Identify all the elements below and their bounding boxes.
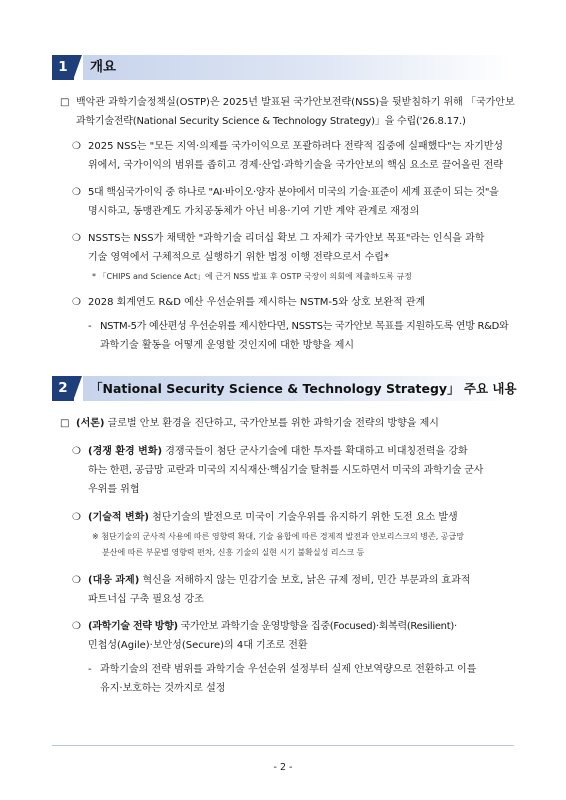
list-item: (과학기술 전략 방향) 국가안보 과학기술 운영방향을 집중(Focused)·회복력(Resilient)· (88, 621, 457, 632)
reference-note-cont: 분산에 따른 부문별 영향력 편차, 신흥 기술의 실현 시기 불확실성 리스크 등 (102, 548, 365, 557)
section-number: 1 (52, 55, 74, 80)
circle-bullet: ❍ (72, 233, 81, 244)
section-title: 「National Security Science & Technology Strategy」 주요 내용 (90, 381, 517, 396)
page-number: - 2 - (273, 762, 293, 773)
list-item: 2028 회계연도 R&D 예산 우선순위를 제시하는 NSTM-5와 상호 보완적 관계 (88, 297, 426, 308)
section-number: 2 (52, 376, 74, 401)
circle-bullet: ❍ (72, 575, 81, 586)
dash-item-text: NSTM-5가 예산편성 우선순위를 제시한다면, NSSTS는 국가안보 목표를 지원하도록 연방 R&D와 (100, 321, 509, 332)
square-bullet: □ (60, 418, 70, 429)
list-item-cont: 위에서, 국가이익의 범위를 좁히고 경제·산업·과학기술을 국가안보의 핵심 요소로 끌어올린 전략 (88, 160, 503, 171)
item-heading: (과학기술 전략 방향) (88, 621, 178, 632)
list-item: (대응 과제) 혁신을 저해하지 않는 민감기술 보호, 낡은 규제 정비, 민간 부문과의 효과적 (88, 575, 471, 586)
square-bullet: □ (60, 97, 70, 108)
list-item-cont: 기술 영역에서 구체적으로 실행하기 위한 법정 이행 전략으로서 수립* (88, 252, 389, 263)
circle-bullet: ❍ (72, 141, 81, 152)
paragraph: (서론) 글로벌 안보 환경을 진단하고, 국가안보를 위한 과학기술 전략의 방향을 제시 (76, 418, 439, 429)
paragraph: 백악관 과학기술정책실(OSTP)은 2025년 발표된 국가안보전략(NSS)을 뒷받침하기 위해 「국가안보 (76, 97, 515, 108)
dash-item-cont: 과학기술 활동을 어떻게 운영할 것인지에 대한 방향을 제시 (100, 340, 355, 351)
list-item: (기술적 변화) 첨단기술의 발전으로 미국이 기술우위를 유지하기 위한 도전 요소 발생 (88, 512, 458, 523)
dash-item: - (88, 664, 92, 675)
dash-item: - (88, 321, 92, 332)
circle-bullet: ❍ (72, 621, 81, 632)
section-1-header (52, 55, 514, 80)
list-item-cont: 명시하고, 동맹관계도 가치공동체가 아닌 비용·기여 기반 계약 관계로 재정의 (88, 206, 420, 217)
circle-bullet: ❍ (72, 446, 81, 457)
footer-divider (52, 745, 514, 746)
list-item: NSSTS는 NSS가 채택한 "과학기술 리더십 확보 그 자체가 국가안보 목표"라는 인식을 과학 (88, 233, 485, 244)
heading-bold: (서론) (76, 418, 105, 429)
reference-note: ※ 첨단기술의 군사적 사용에 따른 영향력 확대, 기술 융합에 따른 경제적 발전과 안보리스크의 병존, 공급망 (92, 532, 464, 541)
footnote: * 「CHIPS and Science Act」에 근거 NSS 발표 후 OSTP 국장이 의회에 제출하도록 규정 (92, 272, 412, 281)
section-2-header (52, 376, 517, 401)
circle-bullet: ❍ (72, 297, 81, 308)
section-title: 개요 (90, 59, 117, 75)
item-heading: (대응 과제) (88, 575, 140, 586)
item-heading: (기술적 변화) (88, 512, 149, 523)
list-item: 5대 핵심국가이익 중 하나로 "AI·바이오·양자 분야에서 미국의 기술·표준이 세계 표준이 되는 것"을 (88, 187, 499, 198)
list-item-cont: 민첩성(Agile)·보안성(Secure)의 4대 기조로 전환 (88, 640, 308, 651)
item-heading: (경쟁 환경 변화) (88, 446, 163, 457)
list-item: 2025 NSS는 "모든 지역·의제를 국가이익으로 포괄하려다 전략적 집중에 실패했다"는 자기반성 (88, 141, 504, 152)
dash-item-cont: 유지·보호하는 것까지로 설정 (100, 683, 226, 694)
list-item-cont: 파트너십 구축 필요성 강조 (88, 594, 204, 605)
paragraph-cont: 과학기술전략(National Security Science & Technology Strategy)」을 수립('26.8.17.) (76, 116, 466, 127)
circle-bullet: ❍ (72, 512, 81, 523)
circle-bullet: ❍ (72, 187, 81, 198)
list-item-cont: 하는 한편, 공급망 교란과 미국의 지식재산·핵심기술 탈취를 시도하면서 미국의 과학기술 군사 (88, 465, 484, 476)
dash-item-text: 과학기술의 전략 범위를 과학기술 우선순위 설정부터 실제 안보역량으로 전환하고 이를 (100, 664, 477, 675)
list-item-cont: 우위를 위협 (88, 484, 140, 495)
list-item: (경쟁 환경 변화) 경쟁국들이 첨단 군사기술에 대한 투자를 확대하고 비대칭전력을 강화 (88, 446, 468, 457)
